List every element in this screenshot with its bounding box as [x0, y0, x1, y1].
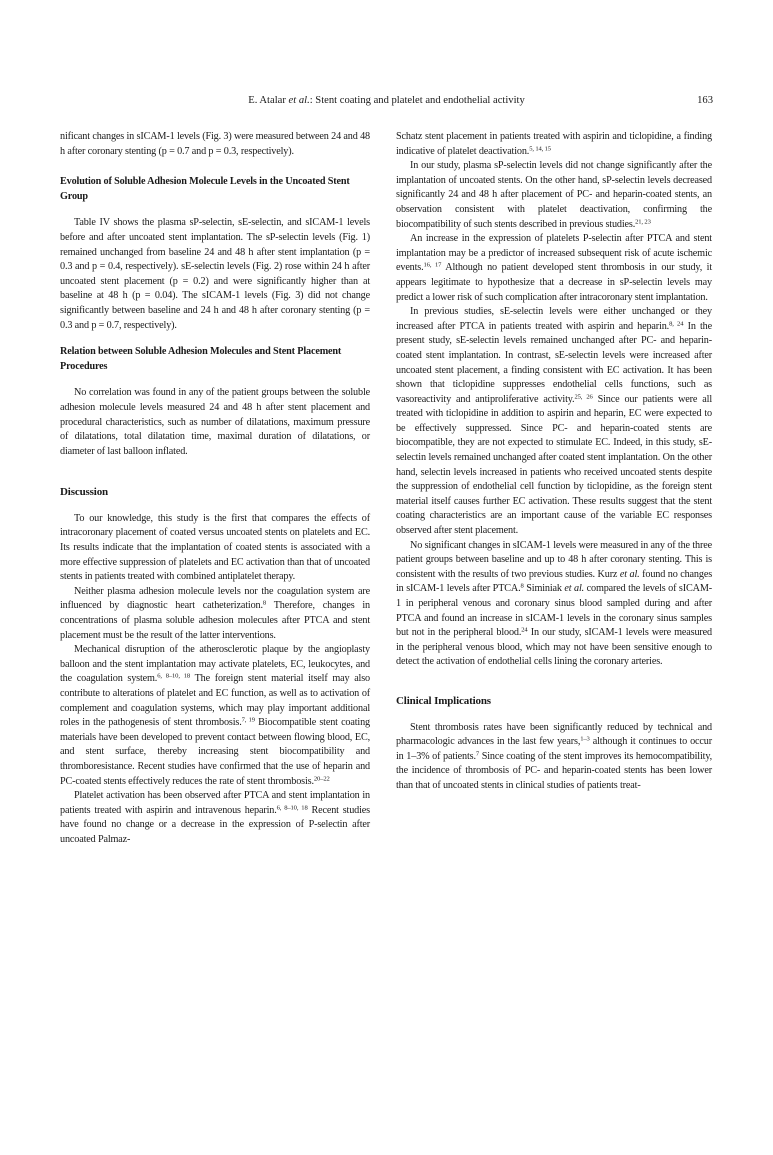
paragraph: Stent thrombosis rates have been significantly reduced by technical and pharmacologic advances in the last few years,$^{1-3}$ although it continues to occur in 1–3% of patients.$^7$ Since coating of the stent improves its hemocompatibility, the incidence of thrombosis of PC- and heparin-coated stents has been lower than that of uncoated stents in clinical studies of patients treat- — [396, 721, 713, 791]
citation: 5, 14, 15 — [529, 145, 551, 153]
citation: 24 — [521, 626, 528, 634]
page-number: 163 — [697, 95, 713, 106]
citation: 21, 23 — [635, 218, 651, 226]
citation: 8 — [520, 582, 524, 590]
citation: 8 — [262, 599, 267, 607]
paragraph: To our knowledge, this study is the first that compares the effects of intracoronary placement of coated versus uncoated stents on platelets and EC. Its results indicate that the implantation of coated stents is associated with a more effective suppression of platelets and EC activation than that of uncoated stents in patients treated with combined antiplatelet therapy. — [60, 512, 370, 583]
paragraph: Neither plasma adhesion molecule levels nor the coagulation system are influenced by diagnostic heart catheterization.$^8$ Therefore, changes in concentrations of plasma soluble adhesion molecules after PTCA and stent placement must be the result of the latter interventions. — [60, 585, 371, 641]
paragraph: Mechanical disruption of the atherosclerotic plaque by the angioplasty balloon and the stent implantation may activate platelets, EC, leukocytes, and the coagulation system.$^{6, 8-10, 18}$ The foreign stent material itself may also contribute to alterations of platelet and EC function, as well as to activation of complement and coagulation systems, which may play important additional roles in the pathogenesis of stent thrombosis.$^{7, 19}$ Biocompatible stent coating materials have been developed to prevent contact between flowing blood, EC, and stent surface, thereby increasing stent biocompatibility and thromboresistance. Recent studies have confirmed that the use of heparin and PC-coated stents effectively reduces the rate of stent thrombosis.$^{20-22}$ — [60, 644, 371, 787]
right-column — [396, 130, 712, 794]
paragraph: nificant changes in sICAM-1 levels (Fig. 3) were measured between 24 and 48 h after coronary stenting (p = 0.7 and p = 0.3, respectively). — [60, 131, 370, 157]
paragraph: Schatz stent placement in patients treated with aspirin and ticlopidine, a finding indicative of platelet deactivation.$^{5, 14, 15}$ — [396, 131, 712, 157]
paragraph: No significant changes in sICAM-1 levels were measured in any of the three patient groups between baseline and up to 48 h after coronary stenting. This is consistent with the results of two previous studies. Kurz et al. found no changes in sICAM-1 levels after PTCA.$^8$ Siminiak et al. compared the levels of sICAM-1 in peripheral venous and coronary sinus blood sampled during and after PTCA and found an increase in sICAM-1 levels in the coronary sinus samples but not in the peripheral blood.$^{24}$ In our study, sICAM-1 levels were measured in the peripheral venous blood, which may not have been sensitive enough to detect the activation of endothelial cells lining the coronary arteries. — [396, 539, 713, 668]
citation: 1–3 — [580, 735, 590, 743]
citation: 7 — [475, 750, 480, 758]
paragraph: An increase in the expression of platelets P-selectin after PTCA and stent implantation may be a predictor of increased subsequent risk of acute ischemic events.$^{16, 17}$ Although no patient developed stent thrombosis in our study, it appears legitimate to hypothesize that a decrease in sP-selectin levels may predict a lower risk of such complication after intracoronary stent implantation. — [396, 233, 713, 303]
paragraph: Table IV shows the plasma sP-selectin, sE-selectin, and sICAM-1 levels before and after uncoated stent implantation. The sP-selectin levels (Fig. 1) remained unchanged from baseline 24 and 48 h after stent implantation (p = 0.3 and p = 0.4, respectively). sE-selectin levels (Fig. 2) rose within 24 h after uncoated stent placement (p = 0.2) and were significantly higher than at baseline at 48 h (p = 0.04). The sICAM-1 levels (Fig. 3) did not change significantly between baseline and 24 h and 48 h after coronary stenting (p = 0.3 and p = 0.7, respectively). — [60, 217, 370, 331]
section-heading-discussion: Discussion — [60, 486, 109, 499]
section-heading-evolution: Evolution of Soluble Adhesion Molecule Levels in the Uncoated Stent Group — [60, 176, 350, 202]
running-head-title: E. Atalar et al.: Stent coating and platelet and endothelial activity — [248, 95, 525, 106]
paragraph: No correlation was found in any of the patient groups between the soluble adhesion molecule levels measured 24 and 48 h after stent placement and procedural characteristics, such as number of dilatations, maximum pressure of dilatations, total dilatation time, maximal duration of dilatations, or diameter of last balloon inflated. — [60, 387, 370, 457]
citation: 7, 19 — [241, 716, 255, 724]
section-heading-clinical-implications: Clinical Implications — [396, 694, 491, 707]
running-head — [60, 93, 713, 109]
section-heading-relation: Relation between Soluble Adhesion Molecules and Stent Placement Procedures — [60, 346, 342, 372]
paragraph: Platelet activation has been observed after PTCA and stent implantation in patients treated with aspirin and intravenous heparin.$^{6, 8-10, 18}$ Recent studies have found no change or a decrease in the expression of P-selectin after uncoated Palmaz- — [60, 790, 370, 845]
paragraph: In our study, plasma sP-selectin levels did not change significantly after the implantation of uncoated stents. On the other hand, sP-selectin levels decreased significantly 24 and 48 h after placement of PC- and heparin-coated stents, an observation consistent with platelet deactivation, confirming the biocompatibility of such stents described in previous studies.$^{21, 23}$ — [396, 160, 712, 230]
citation: 25, 26 — [574, 393, 593, 401]
paragraph: In previous studies, sE-selectin levels were either unchanged or they increased after PTCA in patients treated with aspirin and heparin.$^{8, 24}$ In the present study, sE-selectin levels remained unchanged after PC- and heparin-coated stent implantation. In contrast, sE-selectin levels were increased after uncoated stent placement, a finding consistent with EC activation. It has been shown that ticlopidine suppresses endothelial cells functions, such as vasoreactivity and antiproliferative activity.$^{25, 26}$ Since our patients were all treated with ticlopidine in addition to aspirin and heparin, EC were expected to be effectively suppressed. Since PC- and heparin-coated stents are biocompatible, they are not expected to stimulate EC. Indeed, in this study, sE-selectin levels remained unchanged after coated stent implantation. On the other hand, selectin levels increased in patients who received uncoated stents despite the suppression of endothelial cell function by ticlopidine, as the foreign stent material itself causes further EC activation. These results suggest that the stent coating characteristics are an important cause of the variable EC responses observed after stent placement. — [396, 306, 712, 537]
left-column — [60, 130, 370, 848]
citation: 8, 24 — [669, 320, 684, 328]
citation: 16, 17 — [423, 261, 442, 269]
citation: 6, 8–10, 18 — [276, 804, 308, 812]
citation: 6, 8–10, 18 — [157, 672, 190, 680]
citation: 20–22 — [313, 775, 330, 783]
